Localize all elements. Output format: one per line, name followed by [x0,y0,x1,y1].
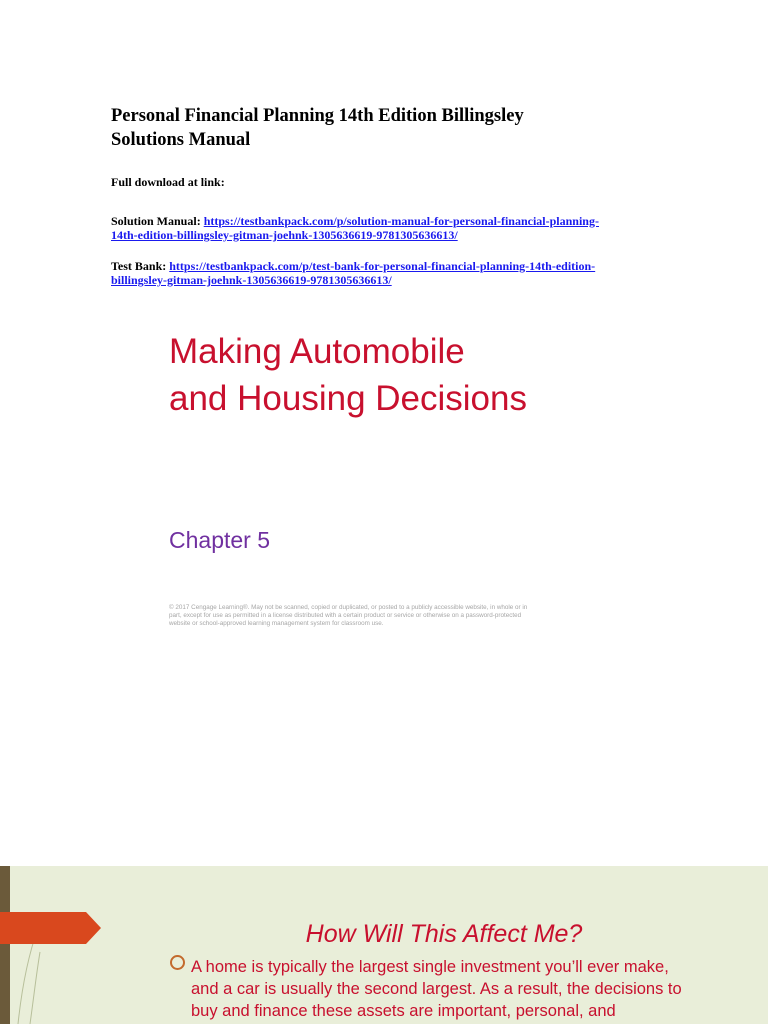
solution-manual-line-2 [111,228,651,242]
bullet-line: buy and finance these assets are important, personal, and [191,1002,616,1020]
solution-manual-line-1 [111,214,651,228]
slide-title-line: Making Automobile [169,332,465,371]
circle-bullet-icon [170,955,185,970]
copyright-line: website or school-approved learning management system for classroom use. [169,620,384,627]
bullet-line: and a car is usually the second largest. As a result, the decisions to [191,980,682,998]
solution-manual-link-continued[interactable]: 14th-edition-billingsley-gitman-joehnk-1305636619-9781305636613/ [111,228,458,242]
copyright-line: © 2017 Cengage Learning®. May not be scanned, copied or duplicated, or posted to a publicly accessible website, in whole or in [169,604,528,611]
bullet-line: A home is typically the largest single investment you’ll ever make, [191,958,669,976]
test-bank-link[interactable]: https://testbankpack.com/p/test-bank-for-personal-financial-planning-14th-edition- [169,259,596,273]
test-bank-label: Test Bank: [111,259,167,273]
document-title-line: Personal Financial Planning 14th Edition Billingsley [111,106,524,126]
test-bank-line-1 [111,259,651,273]
test-bank-line-2 [111,273,651,287]
slide-title [169,328,729,422]
document-title-line: Solutions Manual [111,130,251,150]
solution-manual-link-block [111,214,651,242]
copyright-line: part, except for use as permitted in a license distributed with a certain product or service or otherwise on a password-protected [169,612,522,619]
slide-2-heading: How Will This Affect Me? [305,920,583,948]
test-bank-link-block [111,259,651,287]
bullet-text [191,956,751,1022]
document-title [111,104,671,152]
solution-manual-label: Solution Manual: [111,214,201,228]
chapter-label: Chapter 5 [169,527,271,553]
slide-title-line: and Housing Decisions [169,379,527,418]
download-label: Full download at link: [111,175,225,189]
test-bank-link-continued[interactable]: billingsley-gitman-joehnk-1305636619-9781305636613/ [111,273,392,287]
solution-manual-link[interactable]: https://testbankpack.com/p/solution-manual-for-personal-financial-planning- [203,214,599,228]
slide-2 [0,866,768,1024]
copyright-notice [169,604,629,628]
